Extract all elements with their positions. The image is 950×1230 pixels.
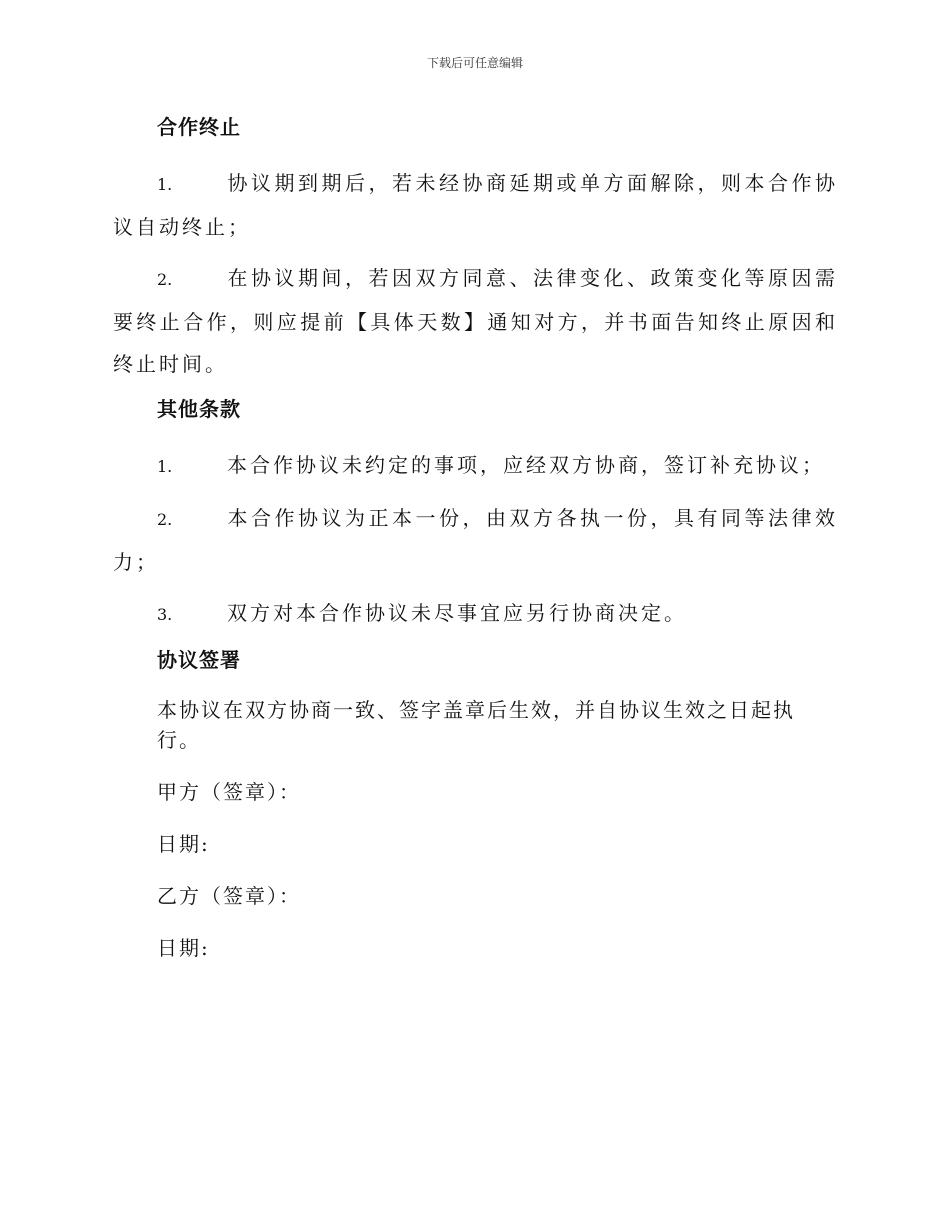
signing-paragraph: 本协议在双方协商一致、签字盖章后生效，并自协议生效之日起执行。 bbox=[157, 698, 795, 752]
party-a-date: 日期: bbox=[157, 832, 210, 856]
item-text: 协议期到期后，若未经协商延期或单方面解除，则本合作协议自动终止； bbox=[113, 171, 838, 239]
section-title-termination: 合作终止 bbox=[157, 115, 241, 139]
item-number: 1. bbox=[157, 457, 173, 476]
item-number: 1. bbox=[157, 175, 173, 194]
section-title-signing: 协议签署 bbox=[157, 648, 241, 672]
item-text: 双方对本合作协议未尽事宜应另行协商决定。 bbox=[227, 601, 687, 625]
party-b-date: 日期: bbox=[157, 936, 210, 960]
other-item-3 bbox=[113, 592, 838, 636]
item-number: 3. bbox=[157, 605, 173, 624]
page-header: 下载后可任意编辑 bbox=[426, 56, 523, 70]
item-text: 本合作协议未约定的事项，应经双方协商，签订补充协议； bbox=[227, 453, 825, 477]
item-number: 2. bbox=[157, 510, 173, 529]
item-number: 2. bbox=[157, 270, 173, 289]
party-a-signature: 甲方（签章）： bbox=[157, 780, 301, 804]
party-b-signature: 乙方（签章）： bbox=[157, 884, 301, 908]
section-title-other: 其他条款 bbox=[157, 397, 241, 421]
item-text: 本合作协议为正本一份，由双方各执一份，具有同等法律效力； bbox=[113, 506, 838, 574]
other-item-2 bbox=[113, 497, 838, 583]
document-body bbox=[113, 112, 838, 985]
termination-item-2 bbox=[113, 257, 838, 385]
item-text: 在协议期间，若因双方同意、法律变化、政策变化等原因需要终止合作，则应提前【具体天数】通知对方，并书面告知终止原因和终止时间。 bbox=[113, 266, 838, 376]
other-item-1 bbox=[113, 444, 838, 488]
termination-item-1 bbox=[113, 162, 838, 248]
